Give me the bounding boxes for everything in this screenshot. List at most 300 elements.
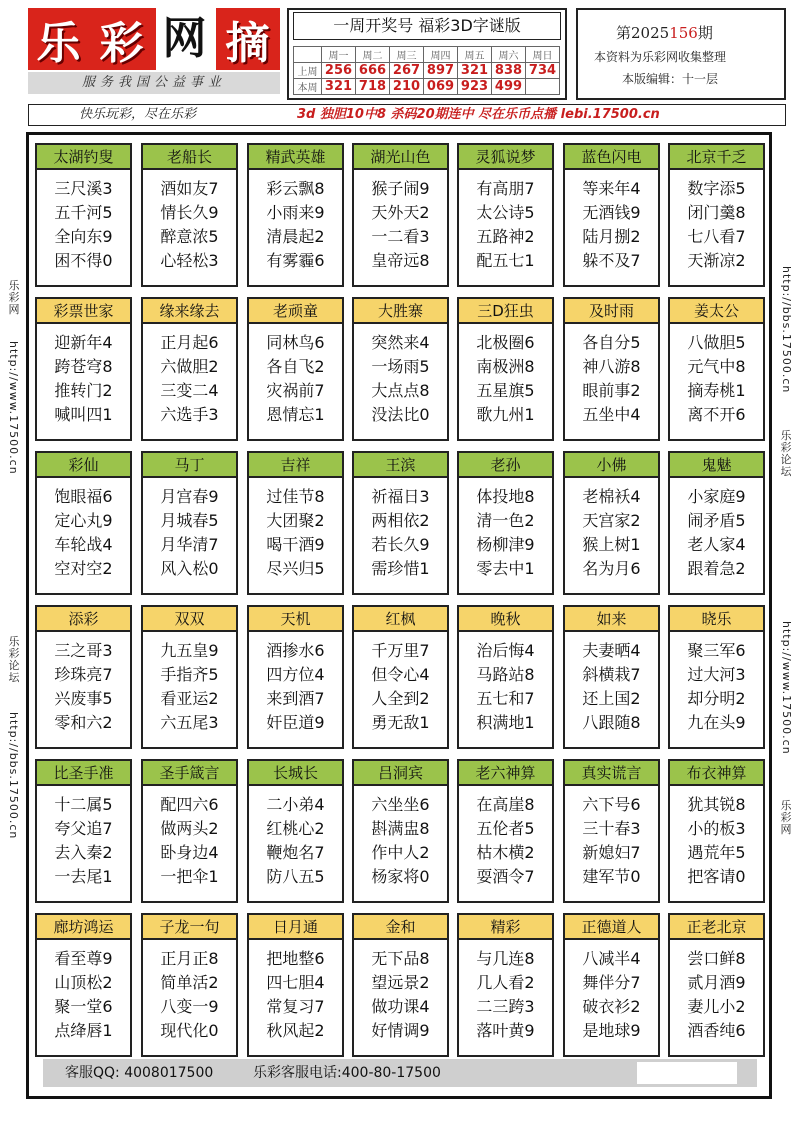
riddle-line: 情长久9 [160, 203, 219, 222]
draw-number: 499 [492, 79, 526, 95]
riddle-line: 一场雨5 [371, 357, 430, 376]
riddle-line: 酒香纯6 [687, 1021, 746, 1040]
riddle-lines [670, 485, 763, 581]
riddle-lines [37, 177, 130, 273]
issue-prefix: 第2025 [616, 24, 670, 42]
riddle-lines [143, 947, 236, 1043]
riddle-lines [565, 639, 658, 735]
riddle-author: 精彩 [459, 915, 552, 940]
riddle-author: 老船长 [143, 145, 236, 170]
riddle-line: 歌九州1 [476, 405, 535, 424]
riddle-line: 简单活2 [160, 973, 219, 992]
riddle-line: 大团聚2 [266, 511, 325, 530]
riddle-card [457, 297, 554, 441]
riddle-card [35, 605, 132, 749]
riddle-lines [459, 331, 552, 427]
riddle-line: 把客请0 [687, 867, 746, 886]
riddle-line: 珍珠亮7 [54, 665, 113, 684]
editor-note: 本版编辑：十一层 [622, 72, 719, 86]
riddle-lines [459, 947, 552, 1043]
riddle-line: 是地球9 [582, 1021, 641, 1040]
riddle-card [352, 605, 449, 749]
riddle-line: 配五七1 [476, 251, 535, 270]
riddle-line: 一去尾1 [54, 867, 113, 886]
logo-char-3: 网 [156, 8, 216, 70]
riddle-author: 正德道人 [565, 915, 658, 940]
riddle-line: 八变一9 [160, 997, 219, 1016]
riddle-line: 建军节0 [582, 867, 641, 886]
riddle-lines [670, 639, 763, 735]
riddle-line: 做两头2 [160, 819, 219, 838]
riddle-author: 精武英雄 [249, 145, 342, 170]
riddle-line: 零去中1 [476, 559, 535, 578]
riddle-line: 一把伞1 [160, 867, 219, 886]
riddle-line: 猴上树1 [582, 535, 641, 554]
riddle-line: 五路神2 [476, 227, 535, 246]
riddle-author: 晚秋 [459, 607, 552, 632]
riddle-line: 有雾霾6 [266, 251, 325, 270]
riddle-card [141, 605, 238, 749]
riddle-line: 积满地1 [476, 713, 535, 732]
riddle-lines [565, 947, 658, 1043]
riddle-line: 十二属5 [54, 795, 113, 814]
riddle-line: 人全到2 [371, 689, 430, 708]
riddle-line: 杨家将0 [371, 867, 430, 886]
riddle-lines [143, 331, 236, 427]
day-header: 周二 [356, 47, 390, 63]
riddle-line: 四方位4 [266, 665, 325, 684]
riddle-lines [670, 793, 763, 889]
lecai-logo[interactable] [28, 8, 280, 70]
riddle-line: 卧身边4 [160, 843, 219, 862]
riddle-line: 落叶黄9 [476, 1021, 535, 1040]
riddle-line: 聚一堂6 [54, 997, 113, 1016]
tagline: 快乐玩彩，尽在乐彩 [79, 107, 197, 122]
riddle-line: 妻儿小2 [687, 997, 746, 1016]
draw-number: 734 [526, 63, 560, 79]
riddle-line: 望远景2 [371, 973, 430, 992]
riddle-line: 五星旗5 [476, 381, 535, 400]
riddle-author: 红枫 [354, 607, 447, 632]
riddle-line: 躲不及7 [582, 251, 641, 270]
row-label: 本周 [294, 79, 322, 95]
riddle-lines [354, 331, 447, 427]
riddle-line: 等来年4 [582, 179, 641, 198]
riddle-lines [143, 177, 236, 273]
riddle-line: 八做胆5 [687, 333, 746, 352]
riddle-lines [354, 485, 447, 581]
issue-num: 156 [669, 24, 698, 42]
riddle-author: 彩仙 [37, 453, 130, 478]
riddle-author: 吉祥 [249, 453, 342, 478]
day-header: 周五 [458, 47, 492, 63]
riddle-line: 神八游8 [582, 357, 641, 376]
promo-bar [28, 104, 786, 126]
riddle-lines [249, 793, 342, 889]
riddle-line: 鞭炮名7 [266, 843, 325, 862]
riddle-line: 斜横栽7 [582, 665, 641, 684]
riddle-line: 去入秦2 [54, 843, 113, 862]
riddle-author: 圣手箴言 [143, 761, 236, 786]
riddle-line: 遇荒年5 [687, 843, 746, 862]
riddle-line: 月宫春9 [160, 487, 219, 506]
riddle-author: 蓝色闪电 [565, 145, 658, 170]
riddle-card [352, 297, 449, 441]
riddle-line: 点绛唇1 [54, 1021, 113, 1040]
riddle-line: 祈福日3 [371, 487, 430, 506]
riddle-board [26, 132, 772, 1099]
riddle-lines [670, 177, 763, 273]
riddle-author: 比圣手准 [37, 761, 130, 786]
riddle-line: 数字添5 [687, 179, 746, 198]
riddle-line: 元气中8 [687, 357, 746, 376]
riddle-author: 老孙 [459, 453, 552, 478]
riddle-card [668, 913, 765, 1057]
riddle-line: 摘寿桃1 [687, 381, 746, 400]
riddle-line: 月城春5 [160, 511, 219, 530]
riddle-line: 看亚运2 [160, 689, 219, 708]
riddle-line: 北极圈6 [476, 333, 535, 352]
riddle-line: 夫妻晒4 [582, 641, 641, 660]
riddle-author: 布衣神算 [670, 761, 763, 786]
riddle-line: 天宫家2 [582, 511, 641, 530]
riddle-line: 猴子闹9 [371, 179, 430, 198]
riddle-lines [459, 177, 552, 273]
riddle-line: 跨苍穹8 [54, 357, 113, 376]
promo-link[interactable]: 3d 独胆10中8 杀码20期连中 尽在乐币点播 lebi.17500.cn [297, 107, 660, 122]
riddle-line: 离不开6 [687, 405, 746, 424]
riddle-lines [354, 639, 447, 735]
riddle-lines [565, 793, 658, 889]
riddle-line: 恩情忘1 [266, 405, 325, 424]
blank-box [637, 1062, 737, 1084]
weekly-draw-table [293, 46, 560, 95]
draw-number: 923 [458, 79, 492, 95]
riddle-line: 老棉袄4 [582, 487, 641, 506]
riddle-lines [354, 947, 447, 1043]
riddle-line: 天渐凉2 [687, 251, 746, 270]
left-site-name-top: 乐彩网 [8, 279, 20, 316]
riddle-line: 四七胆4 [266, 973, 325, 992]
riddle-card [563, 297, 660, 441]
riddle-lines [565, 331, 658, 427]
riddle-lines [249, 485, 342, 581]
right-url-top[interactable]: http://bbs.17500.cn [780, 266, 793, 394]
left-url-bottom[interactable]: http://bbs.17500.cn [7, 712, 20, 840]
riddle-card [457, 913, 554, 1057]
riddle-card [352, 759, 449, 903]
draw-number: 256 [322, 63, 356, 79]
right-url-bottom[interactable]: http://www.17500.cn [780, 621, 793, 755]
riddle-line: 酒掺水6 [266, 641, 325, 660]
riddle-line: 五千河5 [54, 203, 113, 222]
riddle-line: 看至尊9 [54, 949, 113, 968]
riddle-line: 三十春3 [582, 819, 641, 838]
riddle-card [668, 451, 765, 595]
riddle-line: 无下品8 [371, 949, 430, 968]
riddle-card [141, 143, 238, 287]
riddle-line: 却分明2 [687, 689, 746, 708]
slogan: 服务我国公益事业 [28, 72, 280, 94]
riddle-author: 长城长 [249, 761, 342, 786]
riddle-line: 无酒钱9 [582, 203, 641, 222]
riddle-author: 如来 [565, 607, 658, 632]
riddle-line: 五伦者5 [476, 819, 535, 838]
riddle-line: 五七和7 [476, 689, 535, 708]
riddle-author: 双双 [143, 607, 236, 632]
riddle-card [35, 143, 132, 287]
riddle-line: 破衣衫2 [582, 997, 641, 1016]
riddle-line: 常复习7 [266, 997, 325, 1016]
riddle-line: 老人家4 [687, 535, 746, 554]
riddle-line: 作中人2 [371, 843, 430, 862]
riddle-line: 没法比0 [371, 405, 430, 424]
riddle-card [35, 913, 132, 1057]
riddle-line: 贰月酒9 [687, 973, 746, 992]
riddle-author: 老六神算 [459, 761, 552, 786]
riddle-line: 同林鸟6 [266, 333, 325, 352]
riddle-line: 红桃心2 [266, 819, 325, 838]
riddle-line: 九五皇9 [160, 641, 219, 660]
riddle-lines [37, 639, 130, 735]
riddle-line: 舞伴分7 [582, 973, 641, 992]
riddle-author: 吕洞宾 [354, 761, 447, 786]
riddle-line: 犹其锐8 [687, 795, 746, 814]
draw-number: 897 [424, 63, 458, 79]
riddle-line: 二小弟4 [266, 795, 325, 814]
riddle-line: 彩云飘8 [266, 179, 325, 198]
riddle-line: 酒如友7 [160, 179, 219, 198]
riddle-line: 兴废事5 [54, 689, 113, 708]
riddle-card [247, 451, 344, 595]
riddle-line: 体投地8 [476, 487, 535, 506]
weekly-draw-box [287, 8, 567, 100]
riddle-author: 姜太公 [670, 299, 763, 324]
riddle-line: 但令心4 [371, 665, 430, 684]
riddle-card [668, 759, 765, 903]
corner-cell [294, 47, 322, 63]
riddle-line: 困不得0 [54, 251, 113, 270]
riddle-card [563, 143, 660, 287]
riddle-line: 做功课4 [371, 997, 430, 1016]
riddle-card [247, 759, 344, 903]
draw-number: 267 [390, 63, 424, 79]
row-label: 上周 [294, 63, 322, 79]
riddle-lines [459, 639, 552, 735]
riddle-line: 跟着急2 [687, 559, 746, 578]
day-header: 周日 [526, 47, 560, 63]
logo-char-1: 乐 [36, 18, 83, 69]
riddle-author: 鬼魅 [670, 453, 763, 478]
riddle-line: 五坐中4 [582, 405, 641, 424]
riddle-card [35, 451, 132, 595]
riddle-line: 太公诗5 [476, 203, 535, 222]
riddle-line: 小雨来9 [266, 203, 325, 222]
riddle-author: 小佛 [565, 453, 658, 478]
riddle-line: 两相依2 [371, 511, 430, 530]
riddle-line: 心轻松3 [160, 251, 219, 270]
riddle-author: 王滨 [354, 453, 447, 478]
riddle-line: 现代化0 [160, 1021, 219, 1040]
riddle-line: 六下号6 [582, 795, 641, 814]
day-header: 周一 [322, 47, 356, 63]
riddle-line: 全向东9 [54, 227, 113, 246]
riddle-author: 三D狂虫 [459, 299, 552, 324]
riddle-line: 南极洲8 [476, 357, 535, 376]
riddle-card [247, 913, 344, 1057]
riddle-line: 正月正8 [160, 949, 219, 968]
riddle-line: 过佳节8 [266, 487, 325, 506]
riddle-line: 清晨起2 [266, 227, 325, 246]
issue-info-box [576, 8, 786, 100]
riddle-card [141, 297, 238, 441]
riddle-line: 三尺溪3 [54, 179, 113, 198]
riddle-line: 杨柳津9 [476, 535, 535, 554]
right-site-name-top: 乐彩论坛 [780, 429, 792, 478]
riddle-card [457, 451, 554, 595]
riddle-line: 正月起6 [160, 333, 219, 352]
riddle-line: 过大河3 [687, 665, 746, 684]
riddle-author: 正老北京 [670, 915, 763, 940]
riddle-line: 二三跨3 [476, 997, 535, 1016]
riddle-lines [565, 177, 658, 273]
customer-phone[interactable]: 乐彩客服电话:400-80-17500 [253, 1065, 441, 1081]
riddle-line: 迎新年4 [54, 333, 113, 352]
riddle-lines [670, 947, 763, 1043]
riddle-line: 新媳妇7 [582, 843, 641, 862]
right-site-name-bottom: 乐彩网 [780, 799, 792, 836]
riddle-line: 勇无敌1 [371, 713, 430, 732]
riddle-lines [143, 639, 236, 735]
riddle-line: 有高朋7 [476, 179, 535, 198]
riddle-line: 斟满盅8 [371, 819, 430, 838]
riddle-line: 眼前事2 [582, 381, 641, 400]
riddle-line: 尽兴归5 [266, 559, 325, 578]
issue-suffix: 期 [697, 24, 713, 42]
draw-number: 718 [356, 79, 390, 95]
riddle-line: 把地整6 [266, 949, 325, 968]
riddle-line: 几人看2 [476, 973, 535, 992]
riddle-author: 及时雨 [565, 299, 658, 324]
riddle-author: 子龙一句 [143, 915, 236, 940]
riddle-card [563, 605, 660, 749]
riddle-line: 秋风起2 [266, 1021, 325, 1040]
riddle-lines [143, 793, 236, 889]
draw-number: 666 [356, 63, 390, 79]
riddle-line: 喊叫四1 [54, 405, 113, 424]
riddle-line: 需珍惜1 [371, 559, 430, 578]
riddle-lines [459, 485, 552, 581]
riddle-line: 马路站8 [476, 665, 535, 684]
riddle-lines [565, 485, 658, 581]
riddle-line: 灾祸前7 [266, 381, 325, 400]
riddle-card [668, 143, 765, 287]
draw-number: 210 [390, 79, 424, 95]
footer-bar [43, 1059, 757, 1087]
riddle-lines [37, 485, 130, 581]
riddle-line: 与几连8 [476, 949, 535, 968]
left-url-top[interactable]: http://www.17500.cn [7, 341, 20, 475]
riddle-author: 太湖钓叟 [37, 145, 130, 170]
riddle-line: 陆月捌2 [582, 227, 641, 246]
riddle-author: 灵狐说梦 [459, 145, 552, 170]
draw-number: 838 [492, 63, 526, 79]
riddle-card [563, 759, 660, 903]
riddle-line: 若长久9 [371, 535, 430, 554]
riddle-line: 六五尾3 [160, 713, 219, 732]
riddle-line: 来到酒7 [266, 689, 325, 708]
source-note: 本资料为乐彩网收集整理 [594, 50, 727, 64]
riddle-line: 手指齐5 [160, 665, 219, 684]
riddle-author: 老顽童 [249, 299, 342, 324]
draw-number: 069 [424, 79, 458, 95]
riddle-card [563, 451, 660, 595]
riddle-author: 大胜寨 [354, 299, 447, 324]
riddle-line: 三变二4 [160, 381, 219, 400]
riddle-line: 大点点8 [371, 381, 430, 400]
riddle-lines [37, 793, 130, 889]
riddle-author: 真实谎言 [565, 761, 658, 786]
riddle-line: 天外天2 [371, 203, 430, 222]
riddle-card [457, 605, 554, 749]
riddle-author: 日月通 [249, 915, 342, 940]
riddle-line: 风入松0 [160, 559, 219, 578]
riddle-line: 八跟随8 [582, 713, 641, 732]
riddle-card [141, 913, 238, 1057]
riddle-lines [249, 947, 342, 1043]
riddle-lines [37, 331, 130, 427]
riddle-line: 山顶松2 [54, 973, 113, 992]
riddle-author: 马丁 [143, 453, 236, 478]
weekly-draw-title: 一周开奖号 福彩3D字谜版 [293, 12, 561, 40]
riddle-line: 六坐坐6 [371, 795, 430, 814]
riddle-line: 在高崖8 [476, 795, 535, 814]
riddle-line: 月华清7 [160, 535, 219, 554]
draw-number: 321 [322, 79, 356, 95]
riddle-line: 还上国2 [582, 689, 641, 708]
riddle-line: 尝口鲜8 [687, 949, 746, 968]
riddle-line: 七八看7 [687, 227, 746, 246]
draw-number: 321 [458, 63, 492, 79]
riddle-line: 六做胆2 [160, 357, 219, 376]
riddle-lines [670, 331, 763, 427]
riddle-card [35, 297, 132, 441]
riddle-lines [143, 485, 236, 581]
riddle-line: 配四六6 [160, 795, 219, 814]
riddle-card [247, 143, 344, 287]
riddle-lines [459, 793, 552, 889]
riddle-card [141, 759, 238, 903]
riddle-card [563, 913, 660, 1057]
riddle-lines [249, 639, 342, 735]
riddle-line: 聚三军6 [687, 641, 746, 660]
logo-char-4: 摘 [225, 18, 272, 69]
riddle-author: 天机 [249, 607, 342, 632]
riddle-card [668, 297, 765, 441]
riddle-card [35, 759, 132, 903]
riddle-line: 治后悔4 [476, 641, 535, 660]
riddle-line: 夸父追7 [54, 819, 113, 838]
riddle-line: 清一色2 [476, 511, 535, 530]
riddle-line: 八减半4 [582, 949, 641, 968]
riddle-lines [249, 177, 342, 273]
customer-qq[interactable]: 客服QQ: 4008017500 [65, 1065, 214, 1081]
riddle-line: 耍酒令7 [476, 867, 535, 886]
riddle-card [352, 451, 449, 595]
day-header: 周四 [424, 47, 458, 63]
riddle-author: 缘来缘去 [143, 299, 236, 324]
riddle-line: 突然来4 [371, 333, 430, 352]
